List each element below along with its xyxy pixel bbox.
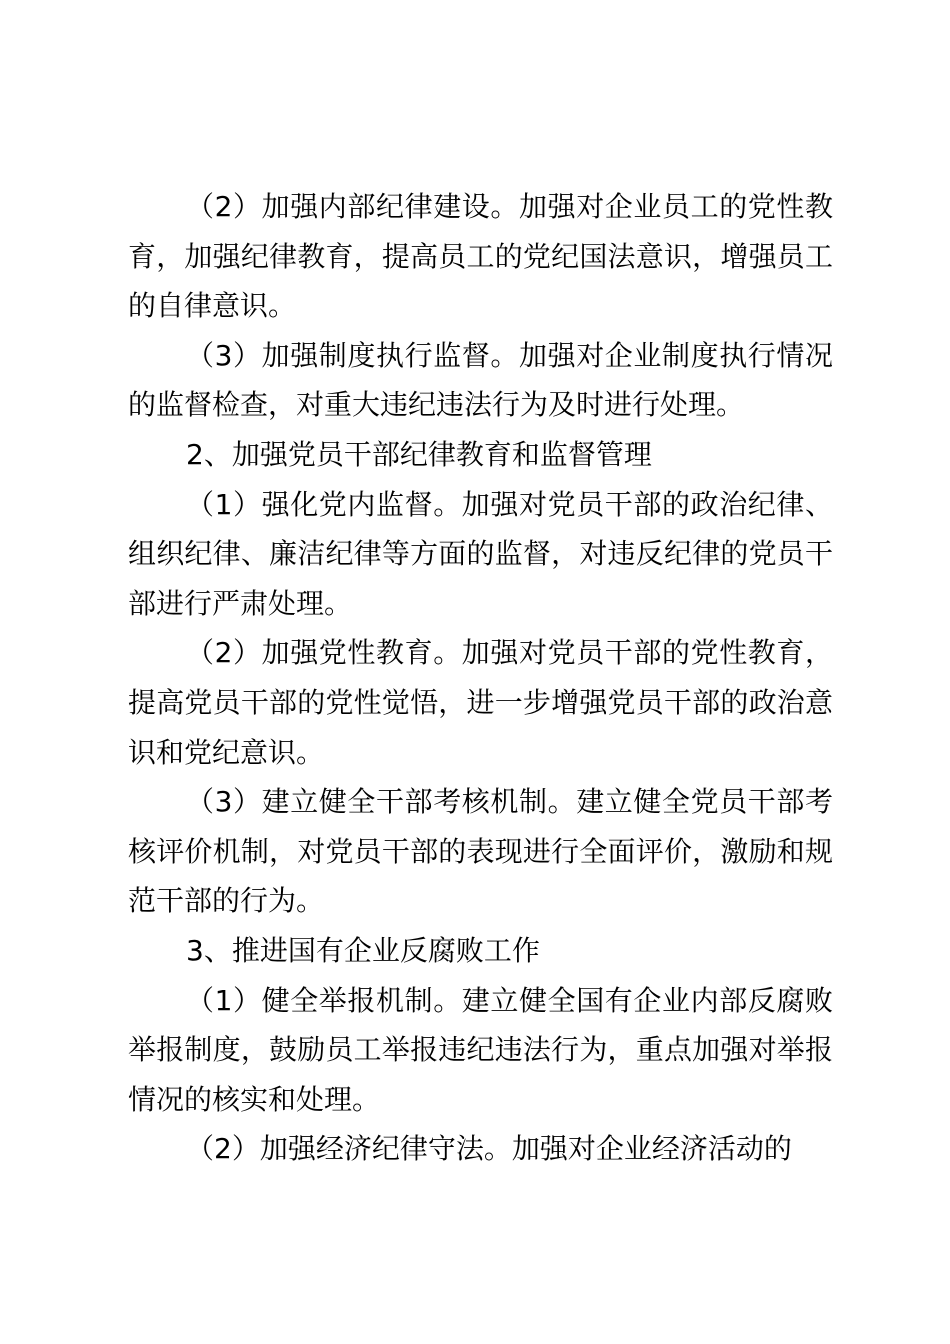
section-heading-3: 3、推进国有企业反腐败工作 [186,933,540,967]
paragraph-cadre-assessment: （3）建立健全干部考核机制。建立健全党员干部考核评价机制，对党员干部的表现进行全面评价，激励和规范干部的行为。 [128,785,833,918]
paragraph-system-supervision: （3）加强制度执行监督。加强对企业制度执行情况的监督检查，对重大违纪违法行为及时进行处理。 [128,338,833,422]
paragraph-economic-discipline: （2）加强经济纪律守法。加强对企业经济活动的 [186,1132,792,1166]
paragraph-party-supervision: （1）强化党内监督。加强对党员干部的政治纪律、组织纪律、廉洁纪律等方面的监督，对违反纪律的党员干部进行严肃处理。 [128,487,833,620]
paragraph-party-education: （2）加强党性教育。加强对党员干部的党性教育，提高党员干部的党性觉悟，进一步增强党员干部的政治意识和党纪意识。 [128,636,833,769]
paragraph-reporting-mechanism: （1）健全举报机制。建立健全国有企业内部反腐败举报制度，鼓励员工举报违纪违法行为，重点加强对举报情况的核实和处理。 [128,983,833,1116]
paragraph-internal-discipline: （2）加强内部纪律建设。加强对企业员工的党性教育，加强纪律教育，提高员工的党纪国法意识，增强员工的自律意识。 [128,190,833,323]
section-heading-2: 2、加强党员干部纪律教育和监督管理 [186,437,652,471]
document-body [128,182,833,1174]
